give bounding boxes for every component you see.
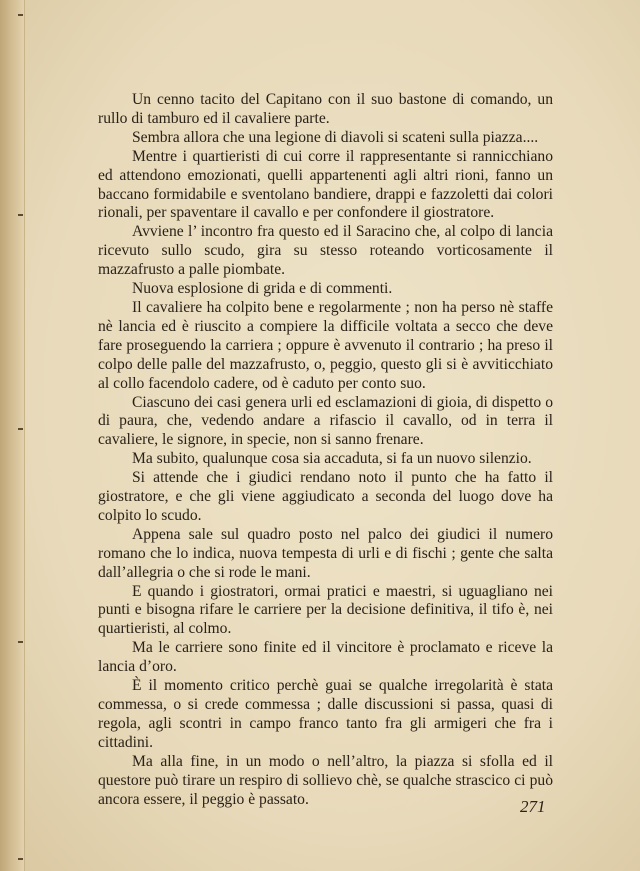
paragraph: Un cenno tacito del Capitano con il suo bastone di comando, un rullo di tamburo ed il cavaliere parte. — [98, 91, 553, 127]
paragraph: Appena sale sul quadro posto nel palco dei giudici il numero romano che lo indica, nuova tempesta di urli e di fischi ; gente che salta dall’allegria o che si rode le mani. — [98, 525, 553, 581]
binding-mark — [18, 428, 23, 430]
binding-mark — [18, 214, 23, 216]
paragraph: Il cavaliere ha colpito bene e regolarmente ; non ha perso nè staffe nè lancia ed è riuscito a compiere la difficile voltata a secco che deve fare proseguendo la carriera ; oppure è avvenuto il contrario ; ha preso il colpo delle palle del mazzafrusto, o, peggio, questo gli si è avviticchiato al collo facendolo cadere, od è caduto per conto suo. — [98, 298, 553, 392]
paragraph: Ma alla fine, in un modo o nell’altro, la piazza si sfolla ed il questore può tirare un respiro di sollievo chè, se qualche strascico ci può ancora essere, il peggio è passato. — [98, 752, 553, 808]
binding-mark — [18, 858, 23, 860]
paragraph: Ciascuno dei casi genera urli ed esclamazioni di gioia, di dispetto o di paura, che, vedendo andare a rifascio il cavallo, od in terra il cavaliere, le signore, in specie, non si sanno frenare. — [98, 393, 553, 449]
paragraph: Si attende che i giudici rendano noto il punto che ha fatto il giostratore, e che gli viene aggiudicato a seconda del luogo dove ha colpito lo scudo. — [98, 469, 553, 524]
page-number: 271 — [520, 797, 546, 816]
paragraph: Ma le carriere sono finite ed il vincitore è proclamato e riceve la lancia d’oro. — [98, 639, 553, 676]
paragraph: Avviene l’ incontro fra questo ed il Saracino che, al colpo di lancia ricevuto sullo scudo, gira su stesso roteando vorticosamente il mazzafrusto a palle piombate. — [98, 223, 553, 279]
binding-mark — [18, 641, 23, 643]
paragraph: Sembra allora che una legione di diavoli si scateni sulla piazza.... — [132, 128, 539, 146]
binding-mark — [18, 14, 23, 16]
paragraph: È il momento critico perchè guai se qualche irregolarità è stata commessa, o si crede commessa ; dalle discussioni si passa, quasi di regola, agli scontri in campo franco tanto fra gli armigeri che fra i cittadini. — [98, 677, 553, 751]
paragraph: Mentre i quartieristi di cui corre il rappresentante si rannicchiano ed attendono emozionati, quelli appartenenti agli altri rioni, fanno un baccano formidabile e sventolano bandiere, drappi e fazzoletti dai colori rionali, per spaventare il cavallo e per confondere il giostratore. — [98, 147, 553, 222]
book-spine — [0, 0, 25, 871]
paragraph: Ma subito, qualunque cosa sia accaduta, si fa un nuovo silenzio. — [132, 450, 532, 468]
body-text — [98, 91, 553, 809]
paragraph: Nuova esplosione di grida e di commenti. — [132, 280, 393, 298]
paragraph: E quando i giostratori, ormai pratici e maestri, si uguagliano nei punti e bisogna rifare le carriere per la decisione definitiva, il tifo è, nei quartieristi, al colmo. — [98, 582, 553, 638]
